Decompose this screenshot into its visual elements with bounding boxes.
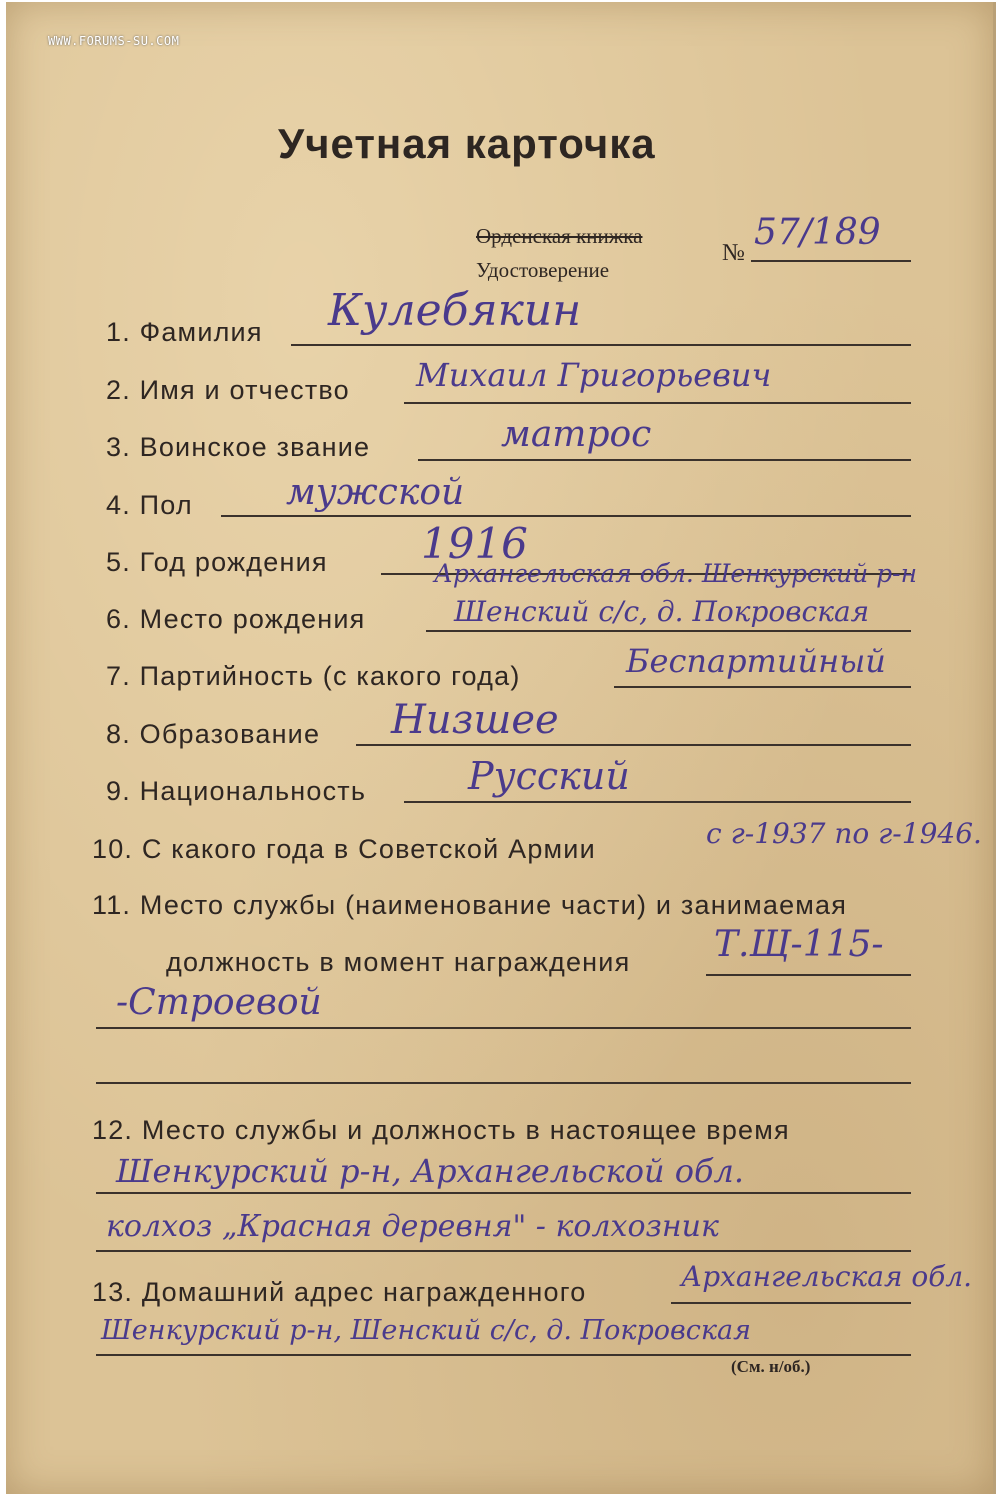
field-11-line-1: [706, 974, 911, 976]
field-8-line: [356, 744, 911, 746]
field-13-label: 13. Домашний адрес награжденного: [92, 1277, 587, 1307]
field-3-line: [418, 459, 911, 461]
field-11-value-1: Т.Щ-115-: [714, 924, 884, 965]
field-8-value: Низшее: [391, 697, 559, 743]
number-label: №: [722, 240, 745, 266]
field-6-line: [426, 630, 911, 632]
field-7-line: [614, 686, 911, 688]
field-9-value: Русский: [468, 754, 630, 798]
field-10-label: 10. С какого года в Советской Армии: [92, 834, 596, 864]
field-6-value-1: Архангельская обл. Шенкурский р-н: [434, 559, 918, 588]
field-5-label: 5. Год рождения: [106, 547, 328, 577]
field-12-value-2: колхоз „Красная деревня" - колхозник: [106, 1209, 719, 1244]
document-title: Учетная карточка: [278, 120, 656, 167]
number-underline: [751, 260, 911, 262]
field-1-line: [291, 344, 911, 346]
field-3-label: 3. Воинское звание: [106, 432, 371, 462]
field-9-line: [404, 801, 911, 803]
field-7-value: Беспартийный: [626, 642, 886, 680]
record-card: [6, 2, 996, 1494]
doc-type-label: Удостоверение: [476, 258, 610, 282]
field-10-value: с г-1937 по г-1946.: [706, 817, 982, 850]
field-9-label: 9. Национальность: [106, 776, 367, 806]
field-12-label: 12. Место службы и должность в настоящее время: [92, 1115, 790, 1145]
field-2-line: [404, 402, 911, 404]
field-2-value: Михаил Григорьевич: [416, 356, 772, 394]
field-12-line-2: [96, 1250, 911, 1252]
field-1-value: Кулебякин: [328, 285, 582, 336]
field-12-line-1: [96, 1192, 911, 1194]
field-4-label: 4. Пол: [106, 490, 193, 520]
field-2-label: 2. Имя и отчество: [106, 375, 350, 405]
field-13-value-2: Шенкурский р-н, Шенский с/с, д. Покровская: [101, 1315, 751, 1346]
field-8-label: 8. Образование: [106, 719, 321, 749]
field-3-value: матрос: [501, 414, 652, 455]
field-1-label: 1. Фамилия: [106, 317, 263, 347]
field-7-label: 7. Партийность (с какого года): [106, 661, 521, 691]
field-4-value: мужской: [286, 472, 465, 513]
field-11-line-3: [96, 1082, 911, 1084]
field-13-value-1: Архангельская обл.: [681, 1260, 973, 1293]
struck-doc-type: Орденская книжка: [476, 224, 643, 248]
field-6-value-2: Шенский с/с, д. Покровская: [454, 595, 870, 628]
field-11-label-1: 11. Место службы (наименование части) и занимаемая: [92, 890, 848, 920]
field-13-line-1: [671, 1302, 911, 1304]
field-12-value-1: Шенкурский р-н, Архангельской обл.: [116, 1152, 745, 1190]
field-13-line-2: [96, 1354, 911, 1356]
field-11-value-2: -Строевой: [116, 982, 322, 1023]
field-11-line-2: [96, 1027, 911, 1029]
field-11-label-2: должность в момент награждения: [166, 947, 631, 977]
field-5-value: 1916: [421, 519, 528, 568]
watermark: WWW.FORUMS-SU.COM: [48, 34, 180, 48]
footer-note: (См. н/об.): [731, 1357, 811, 1376]
field-4-line: [221, 515, 911, 517]
field-6-label: 6. Место рождения: [106, 604, 366, 634]
number-value: 57/189: [754, 212, 881, 253]
